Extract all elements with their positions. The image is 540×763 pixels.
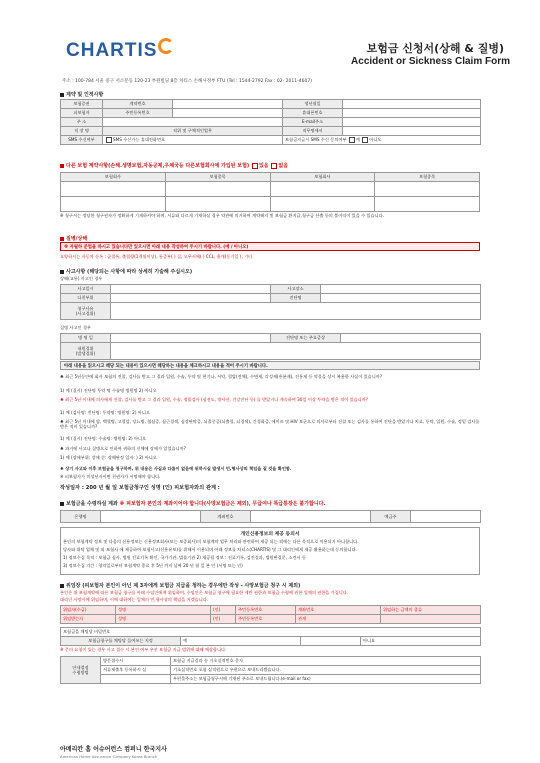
designation-no[interactable]: 아니요	[361, 637, 481, 646]
resident-number-field[interactable]	[173, 109, 283, 118]
other-insurance-no-checkbox[interactable]	[271, 163, 277, 169]
header-product: 보험종목	[375, 173, 480, 182]
table-row	[61, 637, 481, 646]
company-footer: 아메리칸 홈 어슈어런스 컴퍼니 한국지사	[60, 746, 167, 753]
label-insured: 피보험자	[61, 109, 103, 118]
health-question-1: ♣ 최근 5년동안에 회사 보험의 진찰, 검사를 받고 그 결과 입원, 수술, 투약 및 현기나, 서약, 혈압(전체), 수면제, 각성제(흥분제), 진통제 등 약물을 상시 복용한 사실이 있습니까?	[60, 374, 383, 379]
diagnosis-field[interactable]	[321, 294, 481, 303]
table-row	[61, 127, 481, 136]
mobile-field[interactable]	[343, 109, 481, 118]
address-field[interactable]	[103, 118, 283, 127]
label-claim-reason: 청구사유 (사고경위)	[61, 303, 111, 320]
label-job-spec: 직무명세서	[283, 127, 343, 136]
account-number-field[interactable]	[251, 511, 371, 523]
guidance-visit-text: 보험금 지급결과 등 기초실적번호 문자	[171, 657, 481, 666]
label-delegator: 위임자(수급)	[61, 606, 116, 615]
sms-phone-cell[interactable]: SMS 수신가능 휴대전화번호	[103, 136, 283, 145]
table-row	[61, 173, 480, 182]
table-row	[61, 285, 481, 294]
section-bullet-icon	[60, 93, 64, 97]
injury-banner: ※ 자필하 준법을 하시고 있습니다만 있으시면 아래 내용 작성하여 주시기 바랍니다. (예 / 아니오)	[60, 242, 480, 251]
delegator-name-field[interactable]: 성명	[116, 606, 211, 615]
guidance-mail-text: 기초실적번호 포함 실적원으로 우편으로 보내드리겠습니다.	[171, 666, 481, 675]
label-disease-date: 병 명 일	[61, 334, 111, 343]
label-workplace: 직 장 명	[61, 127, 103, 136]
label-guidance: 안내접점 수령방법	[61, 657, 101, 684]
sms-yes-checkbox[interactable]	[349, 137, 355, 143]
section-bullet-icon	[60, 237, 64, 241]
section-bullet-icon	[60, 584, 64, 588]
injury-checklist: 요양하시는 자동차 등록 : 골절폭, 출혈량(1개월이상), 통증부( ) 질, 오무서에( ) CCL, 흉개(동기일 ), 기타	[60, 254, 253, 259]
table-row	[61, 606, 481, 615]
table-row	[61, 182, 480, 197]
label-resident-number: 주민등록번호	[103, 109, 173, 118]
credit-consent-line-4[interactable]: 3) 정보수집 기간 : 청약일로부터 보험계약 종료 후 5년 까지 날짜 20 년 월 일 본 인 (서명 또는 인)	[63, 563, 243, 568]
health-question-2: ♣ 최근 5년 이내에 의사에게 진찰, 검사를 받고 그 결과 입원, 수술, 정밀검사 (심전도, 방사선, 건강진단 등) 를 받았거나 계속하여 30일 이상 투약을 받은 적이 있습니까?	[60, 397, 368, 402]
section-account-title: 보험금을 수령하실 계좌 ※ 피보험자 본인의 계좌이어야 합니다(사망보험금은 제외), 무급여나 특급통장은 불가합니다.	[60, 500, 325, 507]
label-account-holder: 예금주	[371, 511, 411, 523]
logo-mark-icon	[158, 38, 174, 54]
contract-info-table	[60, 99, 481, 145]
contract-number-field[interactable]	[173, 100, 283, 109]
label-main-symptom: 진단명 또는 주요증상	[271, 334, 341, 343]
table-row	[61, 628, 481, 637]
section-accident-title: 사고사항 (해당되는 사항에 따라 상세히 기술해 주십시오)	[60, 268, 192, 275]
disease-table	[60, 333, 481, 360]
form-title-english: Accident or Sickness Claim Form	[351, 56, 510, 67]
header-insurer: 보험회사	[270, 173, 375, 182]
accident-table	[60, 284, 481, 320]
delegator-seal: (인)	[211, 606, 236, 615]
health-questions-banner: 아래 내용을 읽으시고 해당 되는 내용이 있으시면 해당하는 내용을 체크하시고 내용을 적어 주시기 바랍니다.	[60, 361, 480, 370]
health-answer-4[interactable]: 1) 예 (장애부위: 장애 순: 장해판정 일자: ) 2) 아니오	[60, 455, 157, 460]
label-job-duty: 직위 및 구체적인업무	[103, 127, 283, 136]
delegatee-relation[interactable]: 관계	[296, 615, 381, 624]
birthdate-field[interactable]	[343, 100, 481, 109]
table-row	[61, 657, 481, 666]
label-visit-history: 내원경위 (발생경위)	[61, 343, 111, 360]
brand-name: CHARTIS	[66, 40, 158, 61]
health-answer-2[interactable]: 1) 예 (검사명: 진단명: 투약명: 병원명: 2) 아니오	[60, 410, 150, 415]
health-answer-3[interactable]: 1) 예 (질시) 진단명: 수술명: 병원명: 2) 아니오	[60, 436, 147, 441]
attorney-note-2: 대리인 사망시에 위임하며, 이에 대하여는 일체의 민,형사상의 책임을 지겠습니다.	[60, 597, 209, 602]
header-product: 보험종목	[165, 173, 270, 182]
delegator-account[interactable]: 계좌번호	[296, 606, 381, 615]
label-contract-number: 계약번호	[103, 100, 173, 109]
password-table	[60, 627, 481, 646]
label-email: E-mail주소	[283, 118, 343, 127]
delegator-resident-number[interactable]: 주민등록번호	[236, 606, 296, 615]
section-contract-info-title: 계약 및 인적사항	[60, 91, 103, 98]
label-mobile: 휴대폰번호	[283, 109, 343, 118]
label-accident-place: 사고장소	[271, 285, 321, 294]
credit-consent-line-1: 본인의 보험계약 정보 및 다음의 신용정보는 신용정보회사(또는 보증회사)의 보험계약 업무 처리와 관련하여 제공 되는 외에는 다른 목적으로 이용되지 아니합니다.	[63, 539, 359, 544]
label-bank-name: 은행명	[61, 511, 101, 523]
health-answer-1[interactable]: 1) 예 (질시) 진단명 투약 명 수술명 병원명 2) 아니오	[60, 388, 157, 393]
label-accident-date: 사고일시	[61, 285, 111, 294]
password-row[interactable]: 보험금을 채팅당 비밀번호	[61, 628, 481, 637]
health-question-4: ♣ 과거에 사고나 질병으로 인하여 귀하의 신체에 장애가 있었습니까?	[60, 446, 186, 451]
table-row	[61, 343, 481, 360]
section-power-of-attorney-title: 위임장 (피보험자 본인이 아닌 제 3자에게 보험금 지급을 청하는 경우에만 작성 - 사망보험금 청구 시 제외)	[60, 582, 300, 589]
delegated-amount-type[interactable]: 위임하는 금액의 종류	[381, 606, 481, 615]
section-bullet-icon	[60, 502, 64, 506]
attorney-note: 본인은 위 보험계약에 따른 보험금 청구를 아래 수임인에게 위임하며, 수임인은 보험금 청구에 필요한 제반 권한과 보험금 수령에 관한 일체의 권한을 가집니다.	[60, 590, 349, 595]
designation-yes[interactable]: 예	[181, 637, 301, 646]
table-row	[61, 100, 481, 109]
label-account-number: 계좌번호	[201, 511, 251, 523]
table-row	[61, 197, 480, 212]
table-row	[61, 303, 481, 320]
label-designation: 보험금청구를 채팅당 들여쓰는 지정	[61, 637, 181, 646]
account-holder-field[interactable]	[411, 511, 481, 523]
table-row	[61, 334, 481, 343]
table-row	[61, 675, 481, 684]
other-insurance-note: ※ 청구서는 정당한 청구권자가 정확하게 기재하셔야 하며, 서류와 다르게 기재하실 경우 약관에 의거하여 계약해지 및 보험금 환지급,청구금 산출 등의 불이익이 있을 수 있습니다.	[60, 213, 384, 218]
table-row	[61, 666, 481, 675]
guidance-email-text: 우편물주소는 보험금청구서에 기재된 주소로 보내드립니다.(e-mail or fax)	[171, 675, 481, 684]
accident-place-field[interactable]	[321, 285, 481, 294]
email-field[interactable]	[343, 118, 481, 127]
declaration-minor-note: ※ 피보험자가 미성년자이면 친권자가 서명해야 합니다.	[60, 474, 161, 479]
label-delegatee: 위임받는자	[61, 615, 116, 624]
company-footer-english: American Home Assurance Company Korea Branch	[60, 754, 158, 759]
sms-consent-cell: 보험금지급시 SMS 수신 동의여부 예 아니오	[283, 136, 481, 145]
accident-date-field[interactable]	[111, 285, 271, 294]
header-insurer: 보험회사	[61, 173, 166, 182]
health-question-3: ♣ 최근 5년 이내에 암, 백혈병, 고혈압, 당뇨병, 협심증, 심근경색, 심장판막증, 뇌졸중증(뇌출혈, 뇌경색), 간경화증, 에이즈 및 HIV 보균으로 의사로부터 진찰 또는 검사를 통하여 진단을 받았거나 치료, 투약, 입원, 수술, 정밀 검사를 받은 적이 있습니까?	[60, 419, 480, 430]
section-bullet-icon	[60, 164, 64, 168]
section-bullet-icon	[60, 270, 64, 274]
injured-part-field[interactable]	[111, 294, 271, 303]
label-policy: 보험증권	[61, 100, 103, 109]
guidance-visit[interactable]: 방문접수시	[101, 657, 171, 666]
form-title-korean: 보험금 신청서(상해 & 질병)	[366, 42, 504, 55]
company-address: 주소 : 100-784 서울 중구 서소문동 120-23 부원빌딩 8층 차티스 손해사정부 FTU (Tel : 1544-2792 Fax : 02- 2011-4607)	[62, 79, 312, 84]
delegatee-resident-number[interactable]: 주민등록번호	[236, 615, 296, 624]
accident-case-label: 상해(교통) 사고인 경우	[60, 276, 103, 281]
table-row	[61, 615, 481, 624]
guidance-table	[60, 656, 481, 684]
table-row	[61, 136, 481, 145]
bank-name-field[interactable]	[101, 511, 201, 523]
delegatee-name-field[interactable]: 성명	[116, 615, 211, 624]
account-table	[60, 510, 481, 523]
label-diagnosis: 진단명	[271, 294, 321, 303]
job-spec-field[interactable]	[343, 127, 481, 136]
table-row	[61, 511, 481, 523]
delegatee-seal: (인)	[211, 615, 236, 624]
credit-consent-title: 개인신용정보의 제공 동의서	[240, 532, 300, 537]
table-row	[61, 118, 481, 127]
credit-consent-line-2: 당사와 위탁 업체 및 외 보험사 에 제공하여 보험사고(신용유보)를 위해서 이용되며 아래 정보를 차티스(CHARTIS) 및 그 대리인에게 제공 활용하는데 동의합니다.	[63, 547, 357, 552]
section-other-insurance-title: 다른 보험 계약사항(손해.생명보험,자동공제,우체국등 다른보험회사에 가입된 보험) 있음 없음	[60, 162, 288, 169]
sms-checkbox[interactable]	[106, 137, 112, 143]
chartis-logo	[66, 36, 174, 66]
password-note: ※ 문의 요청이 있는 경우 사고 접수 시 본인 여부 우선 보험금 지급 범위에 대해 예상합니다.	[60, 647, 227, 652]
attorney-table	[60, 605, 481, 624]
label-address: 주 소	[61, 118, 103, 127]
label-sms: SMS 수신여부	[61, 136, 103, 145]
signature-line[interactable]: 작성일자 : 200 년 월 일 보험금청구인 성명 (인) 피보험자와의 관계 :	[60, 485, 220, 491]
declaration: ♣ 상기 사고와 이후 보험금을 청구하며, 위 내용은 사실과 다름이 없음에 위하시실 발생시 민,형사상의 책임을 질 것을 확인함.	[60, 466, 292, 471]
table-row	[61, 294, 481, 303]
disease-case-label: 질병 사고인 경우	[60, 325, 91, 330]
other-insurance-yes-checkbox[interactable]	[252, 163, 258, 169]
sms-no-checkbox[interactable]	[362, 137, 368, 143]
other-insurance-table	[60, 172, 480, 212]
table-row	[61, 109, 481, 118]
section-injury-title: 질병/상해	[60, 235, 87, 242]
guidance-mail[interactable]: 서류제출후 등록하시 실	[101, 666, 171, 675]
label-birthdate: 생년월일	[283, 100, 343, 109]
credit-consent-line-3: 1) 정보수집 목적 : 보험금 심사, 병원 진료기록 확인, 국가기관, 법률기관 2) 제공될 정보 : 진료기록, 검진결과, 법원판결문, 소견서 등	[63, 555, 306, 560]
claim-reason-field[interactable]	[111, 303, 481, 320]
label-injured-part: 다친부위	[61, 294, 111, 303]
